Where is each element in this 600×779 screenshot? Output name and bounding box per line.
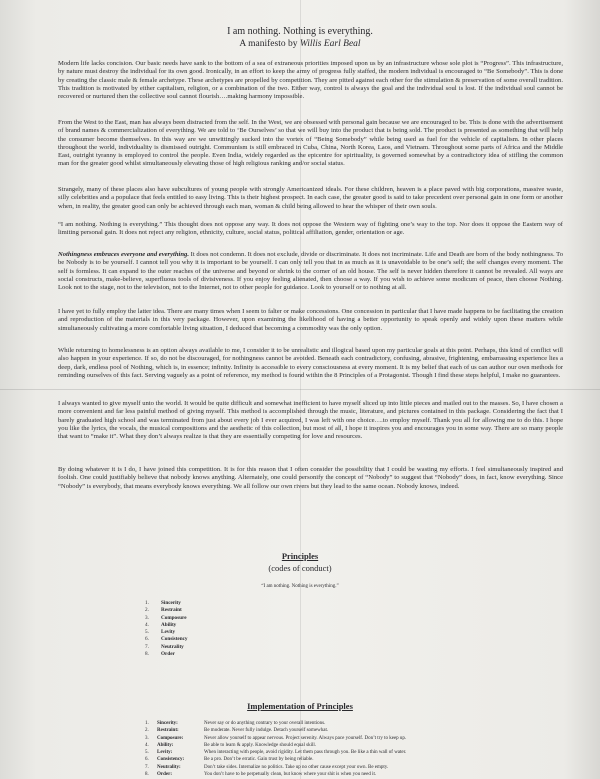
item-description: You don’t have to be perpetually clean, but know where your shit is when you need it.: [204, 772, 377, 778]
paragraph-9: [58, 466, 563, 491]
paragraph-8: [58, 400, 563, 441]
item-number: 4.: [145, 742, 149, 748]
item-description: Be able to learn & apply. Knowledge should equal skill.: [204, 742, 317, 748]
manifesto-subtitle: [0, 39, 600, 50]
item-word: Sincerity:: [157, 721, 178, 726]
list-item: [145, 720, 406, 727]
item-word: Neutrality:: [157, 764, 181, 770]
paragraph-4: [58, 221, 563, 238]
item-number: 7.: [145, 764, 149, 770]
item-word: Restraint: [161, 607, 182, 614]
list-item: [145, 756, 406, 763]
paragraph-text: I always wanted to give myself unto the world. It would be quite difficult and somewhat inefficient to have myself sliced up into little pieces and mailed out to the masses. So, I have chosen a more convenient and far less painful method of giving myself. This method is accomplished through the music, literature, and pictures contained in this package. Considering the fact that I barely graduated high school and was terminated from just about every job I ever acquired, I was left with one choice….to employ myself. Thank you all for allowing me to do this. I hope you like the lyrics, the vocals, the musical compositions and the aesthetic of this collection, but most of all, I hope it inspires you and encourages you in some way. There are so many people that want to “make it”. What they don’t always realize is that they are essentially competing for love and resources.: [58, 400, 563, 441]
paragraph-text: By doing whatever it is I do, I have joined this competition. It is for this reason that I often consider the possibility that I could be wasting my efforts. I feel simultaneously inspired and foolish. One could justifiably believe that nobody knows anything. Alternately, one could personify the concept of “Nobody” to suggest that “Nobody” does, in fact, know everything. Since “Nobody” is everybody, that means everybody knows everything. We all follow our own rivers but they lead to the same ocean. Nobody knows, indeed.: [58, 466, 563, 490]
paragraph-text: Modern life lacks concision. Our basic needs have sank to the bottom of a sea of extraneous priorities imposed upon us by an infrastructure whose sole plot is “Progress”. This infrastructure, by nature must destroy the individual for its own good. Ironically, in an effort to keep the army of progress fully staffed, the modern individual is encouraged to “Be Somebody”. This is done by creating the classic male & female archetype. These archetypes are propelled by competition. They are pitted against each other for the stimulation & preservation of some overall tradition. This tradition is motivated by either capitalism, religion, or a combination of the two. Either way, control is always the goal and the individual soul is lost. If the individual soul cannot be recovered or nurtured then the collective soul cannot flourish….making harmony impossible.: [58, 60, 563, 101]
item-description: Don’t take sides. Internalize no politics. Take up no other cause except your own. Be empty.: [204, 764, 389, 770]
subtitle-prefix: A manifesto by: [239, 39, 298, 49]
item-word: Levity:: [157, 750, 173, 756]
list-item: [145, 771, 406, 778]
item-number: 5.: [145, 750, 149, 756]
list-item: [145, 622, 188, 629]
item-number: 2.: [145, 728, 149, 734]
paragraph-text: I have yet to fully employ the latter idea. There are many times when I seem to falter or make concessions. One concession in particular that I have made happens to be facilitating the creation and reproduction of the materials in this very package. However, upon examining the likelihood of having a better opportunity to speak openly and widely upon these matters while simultaneously cultivating a more comfortable living situation, I deduced that becoming a commodity was the only option.: [58, 308, 563, 332]
principles-quote: “I am nothing. Nothing is everything.”: [261, 584, 339, 589]
item-word: Sincerity: [161, 600, 181, 606]
implementation-list: [145, 720, 406, 778]
item-number: 4.: [145, 621, 149, 628]
item-description: Never allow yourself to appear nervous. Project serenity. Always pace yourself. Don’t try to keep up.: [204, 735, 407, 741]
list-item: [145, 727, 406, 734]
item-number: 2.: [145, 607, 149, 614]
item-word: Ability: [161, 621, 177, 628]
item-number: 8.: [145, 772, 149, 778]
principles-heading: Principles: [281, 551, 319, 561]
item-description: Be a pro. Don’t be erratic. Gain trust by being reliable.: [204, 757, 314, 763]
paragraph-text: Strangely, many of these places also have subcultures of young people with strongly Americanized ideals. For these children, heaven is a place paved with big corporations, massive waste, silly celebrities and a populace that feels entitled to easy living. This is their highest prospect. In each case, the greater good is said to take precedent over personal gain in one form or another when, in reality, the greater good can only be achieved through each man, woman & child being allowed to hear the whisper of their own souls.: [58, 186, 563, 210]
manifesto-title: I am nothing. Nothing is everything.: [227, 26, 373, 37]
item-number: 1.: [145, 721, 149, 726]
item-number: 5.: [145, 629, 149, 636]
paragraph-text: From the West to the East, man has always been distracted from the self. In the West, we are obsessed with personal gain because we are encouraged to be. This is done with the advertisement of brand names & commercialization of everything. We are told to ‘Be Ourselves’ so that we will buy into the product that is being sold. The product is presented as something that will help the consumer become themselves. In this way are we unwittingly sucked into the vortex of “Being Somebody” while being used as fuel for the vehicle of capitalism. In other places throughout the world, individuality is dismissed outright. Communism is still embraced in Cuba, China, North Korea, Laos, and Vietnam. Throughout some parts of Africa and the Middle East, outright tyranny is employed to control the people. Even India, widely regarded as the epicentre for spirituality, is governed somewhat by a contradictory idea of stifling the common man for the greater good whilst simultaneously elevating those of high religious ranking and/or social status.: [58, 119, 563, 168]
item-number: 1.: [145, 600, 149, 606]
author-name: Willis Earl Beal: [299, 39, 361, 49]
item-number: 7.: [145, 643, 149, 650]
list-item: [145, 735, 406, 742]
list-item: [145, 764, 406, 771]
paragraph-3: [58, 186, 563, 211]
paragraph-text: It does not condemn. It does not exclude, divide or discriminate. It does not incriminate. Life and Death are born of the body nothingness. To be Nobody is to be yourself. I cannot tell you why it is important to be yourself. I can only tell you that in as much as it is unavoidable to be one’s self; the self changes every moment. The self is formless. It can expand to the outer reaches of the universe and beyond or shrink to the corner of an old house. The self is never hidden therefore it cannot be revealed. All ways are social constructs, make-believe, superfluous tools of divisiveness. If you enjoy feeling alienated, then choose a way. If you wish to achieve some modicum of peace, then choose Nothing. Look not to the stage, not to the television, not to the Internet, not to other people for guidance. Look to yourself or to nothing at all.: [58, 251, 563, 292]
paragraph-text: “I am nothing. Nothing is everything.” This thought does not oppose any way. It does not oppose the Western way of fighting one’s way to the top. Nor does it oppose the Eastern way of limiting personal gain. It does not reject any religion, ethnicity, culture, social status, political affiliation, gender, orientation or age.: [58, 221, 563, 237]
item-description: Never say or do anything contrary to your overall intentions.: [204, 721, 326, 726]
item-description: When interacting with people, avoid rigidity. Let them pass through you. Be like a thin wall of water.: [204, 750, 407, 756]
paragraph-7: [58, 347, 563, 380]
implementation-heading: Implementation of Principles: [247, 701, 353, 711]
list-item: [145, 651, 188, 658]
item-word: Composure:: [157, 735, 184, 741]
paragraph-lead: Nothingness embraces everyone and everything.: [58, 251, 189, 258]
list-item: [145, 600, 188, 607]
list-item: [145, 644, 188, 651]
paragraph-2: [58, 119, 563, 169]
item-number: 8.: [145, 651, 149, 658]
item-number: 6.: [145, 757, 149, 763]
paragraph-text: While returning to homelessness is an option always available to me, I consider it to be unrealistic and illogical based upon my particular goals at this point. Perhaps, this kind of conflict will also happen in your experience. If so, do not be discouraged, for nothingness cannot be avoided. Beneath each contradictory, confusing, abrasive, frightening, embarrassing experience lies a deep, dark, endless pool of Nothing, which is, in essence; infinity. Infinity is accessible to every consciousness at every moment. It is my belief that each of us can author our own methods for reminding ourselves of this fact. Serving vaguely as a point of reference, my method is found within the 8 Principles of a Protagonist. Though I find these steps helpful, I make no guarantees.: [58, 347, 563, 379]
item-word: Consistency: [161, 636, 188, 643]
item-word: Levity: [161, 629, 176, 636]
item-word: Ability:: [157, 742, 174, 748]
list-item: [145, 607, 188, 614]
item-word: Neutrality: [161, 643, 184, 650]
list-item: [145, 636, 188, 643]
item-word: Restraint:: [157, 728, 179, 734]
paragraph-1: [58, 60, 563, 101]
list-item: [145, 749, 406, 756]
list-item: [145, 629, 188, 636]
item-number: 6.: [145, 636, 149, 643]
list-item: [145, 742, 406, 749]
item-word: Order:: [157, 772, 172, 778]
paragraph-6: [58, 308, 563, 333]
principles-list: [145, 600, 188, 658]
item-number: 3.: [145, 735, 149, 741]
item-description: Be moderate. Never fully indulge. Detach yourself somewhat.: [204, 728, 329, 734]
item-number: 3.: [145, 614, 149, 621]
list-item: [145, 615, 188, 622]
item-word: Order: [161, 651, 175, 658]
item-word: Consistency:: [157, 757, 185, 763]
principles-subheading: (codes of conduct): [268, 563, 332, 573]
item-word: Composure: [161, 614, 187, 621]
paper-fold-vertical: [300, 0, 301, 779]
paragraph-5: [58, 251, 563, 292]
